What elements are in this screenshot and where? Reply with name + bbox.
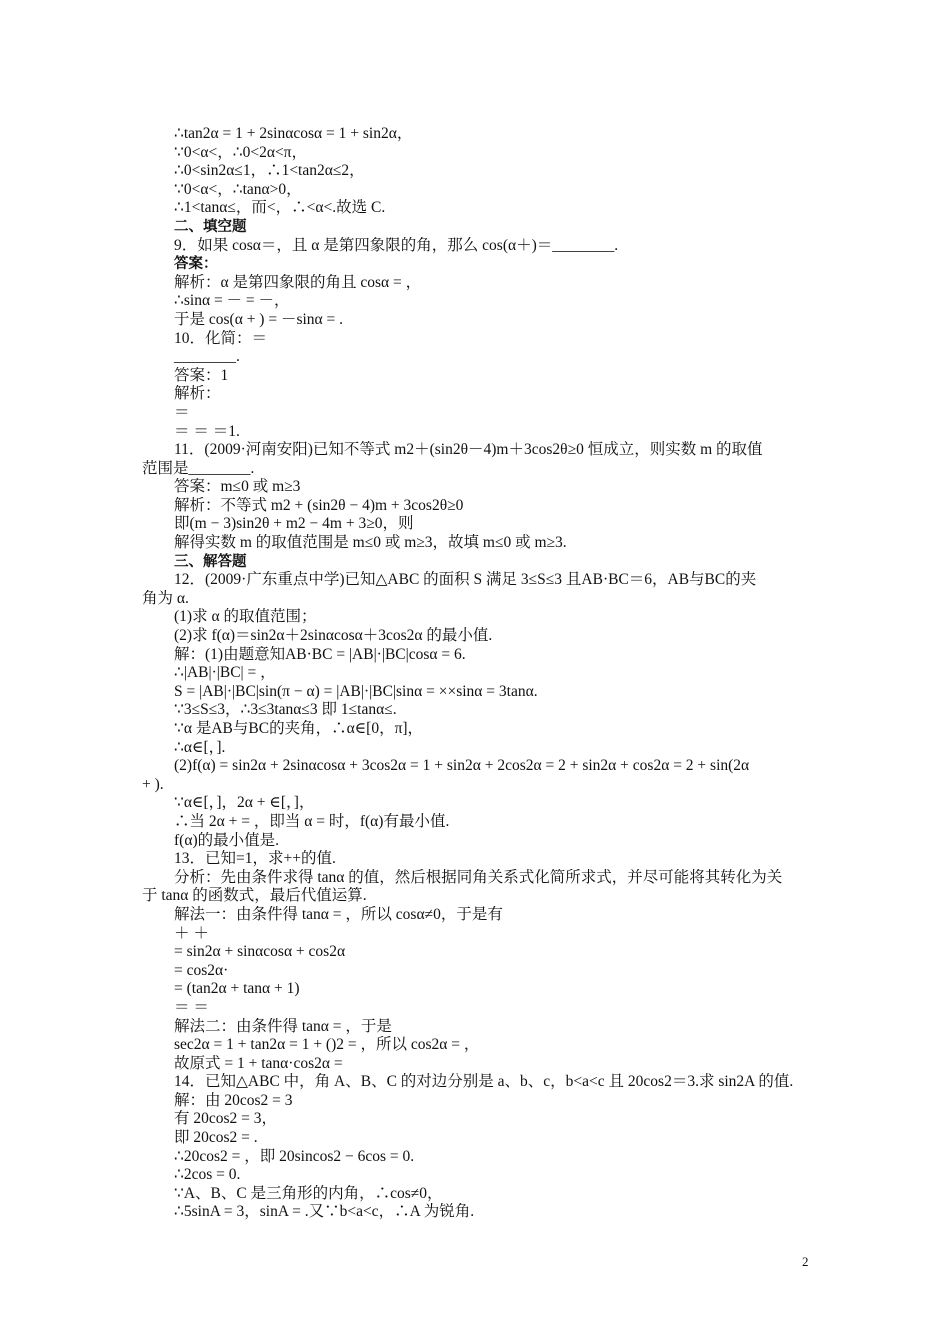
text-line: 故原式 = 1 + tanα·cos2α = [174,1054,343,1072]
text-line: ∴0<sin2α≤1，∴1<tan2α≤2， [174,162,365,180]
document-body [142,125,812,1222]
text-line: ∴1<tanα≤，而<，∴<α<.故选 C. [174,199,386,217]
answer-line: 答案：m≤0 或 m≥3 [174,478,301,496]
question-line-continued: 角为 α. [142,589,189,607]
question-line: 12．(2009·广东重点中学)已知△ABC 的面积 S 满足 3≤S≤3 且AB·BC＝6，AB与BC的夹 [174,571,757,589]
text-line: 解得实数 m 的取值范围是 m≤0 或 m≥3，故填 m≤0 或 m≥3. [174,534,567,552]
text-line: S = |AB|·|BC|sin(π − α) = |AB|·|BC|sinα = ××sinα = 3tanα. [174,682,538,700]
text-line: f(α)的最小值是. [174,831,279,849]
text-line: ________. [174,348,240,366]
text-line: 有 20cos2 = 3， [174,1110,278,1128]
text-line: ＝ ＝ ＝1. [174,422,240,440]
text-line: 解法二：由条件得 tanα = ，于是 [174,1017,392,1035]
text-line: 分析：先由条件求得 tanα 的值，然后根据同角关系式化简所求式，并尽可能将其转化为关 [174,868,783,886]
text-line: (2)f(α) = sin2α + 2sinαcosα + 3cos2α = 1 + sin2α + 2cos2α = 2 + sin2α + cos2α = 2 + sin(2α [174,757,750,775]
text-line: ∴20cos2 = ，即 20sincos2 − 6cos = 0. [174,1147,415,1165]
text-line-continued: 于 tanα 的函数式，最后代值运算. [142,887,367,905]
text-line: ∴tan2α = 1 + 2sinαcosα = 1 + sin2α， [174,125,413,142]
section-heading: 三、解答题 [174,553,247,570]
text-line: 解：(1)由题意知AB·BC = |AB|·|BC|cosα = 6. [174,645,466,663]
answer-label: 答案： [174,256,218,273]
text-line: ＝ [174,403,190,421]
text-line: ∵A、B、C 是三角形的内角，∴cos≠0， [174,1184,443,1202]
text-line: 解法一：由条件得 tanα = ，所以 cosα≠0，于是有 [174,905,503,923]
text-line: ∴sinα = － = －， [174,292,290,310]
text-line-continued: + ). [142,775,164,793]
question-line: 13．已知=1，求++的值. [174,850,336,868]
text-line: ∵3≤S≤3，∴3≤3tanα≤3 即 1≤tanα≤. [174,701,397,719]
answer-line: 答案：1 [174,366,229,384]
question-line: 10．化简：＝ [174,329,268,347]
section-heading: 二、填空题 [174,218,247,235]
text-line: = sin2α + sinαcosα + cos2α [174,943,346,961]
text-line: = cos2α· [174,961,229,979]
text-line: 解析： [174,385,221,403]
text-line: (2)求 f(α)＝sin2α＋2sinαcosα＋3cos2α 的最小值. [174,627,493,645]
text-line: 即 20cos2 = . [174,1129,258,1147]
text-line: 解析：不等式 m2 + (sin2θ − 4)m + 3cos2θ≥0 [174,496,464,514]
text-line: ∴α∈[，]. [174,738,226,756]
text-line: sec2α = 1 + tan2α = 1 + ()2 = ，所以 cos2α = ， [174,1036,480,1054]
text-line: ＝ ＝ [174,998,209,1016]
text-line: (1)求 α 的取值范围； [174,608,317,626]
question-line: 9．如果 cosα＝，且 α 是第四象限的角，那么 cos(α＋)＝________. [174,236,619,254]
text-line: 即(m − 3)sin2θ + m2 − 4m + 3≥0，则 [174,515,414,533]
text-line: 解：由 20cos2 = 3 [174,1091,293,1109]
text-line: 于是 cos(α + ) = －sinα = . [174,310,344,328]
text-line: ∵α∈[，]，2α + ∈[，]， [174,794,315,812]
text-line: ∴当 2α + = ，即当 α = 时，f(α)有最小值. [174,812,450,830]
text-line: 解析：α 是第四象限的角且 cosα = ， [174,273,422,291]
text-line: ∴2cos = 0. [174,1166,241,1184]
text-line: ∴|AB|·|BC| = ， [174,664,276,682]
text-line: ∵0<α<，∴0<2α<π， [174,143,308,161]
question-line: 11．(2009·河南安阳)已知不等式 m2＋(sin2θ－4)m＋3cos2θ≥0 恒成立，则实数 m 的取值 [174,441,763,459]
text-line: ∵0<α<，∴tanα>0， [174,180,302,198]
text-line: ∴5sinA = 3，sinA = .又∵b<a<c，∴A 为锐角. [174,1203,475,1221]
page-number: 2 [802,1254,809,1269]
text-line: = (tan2α + tanα + 1) [174,980,300,998]
text-line: ＋ ＋ [174,924,209,942]
text-line: ∵α 是AB与BC的夹角，∴α∈[0，π]， [174,720,424,737]
question-line-continued: 范围是________. [142,459,255,477]
question-line: 14．已知△ABC 中，角 A、B、C 的对边分别是 a、b、c，b<a<c 且 20cos2＝3.求 sin2A 的值. [174,1073,794,1091]
